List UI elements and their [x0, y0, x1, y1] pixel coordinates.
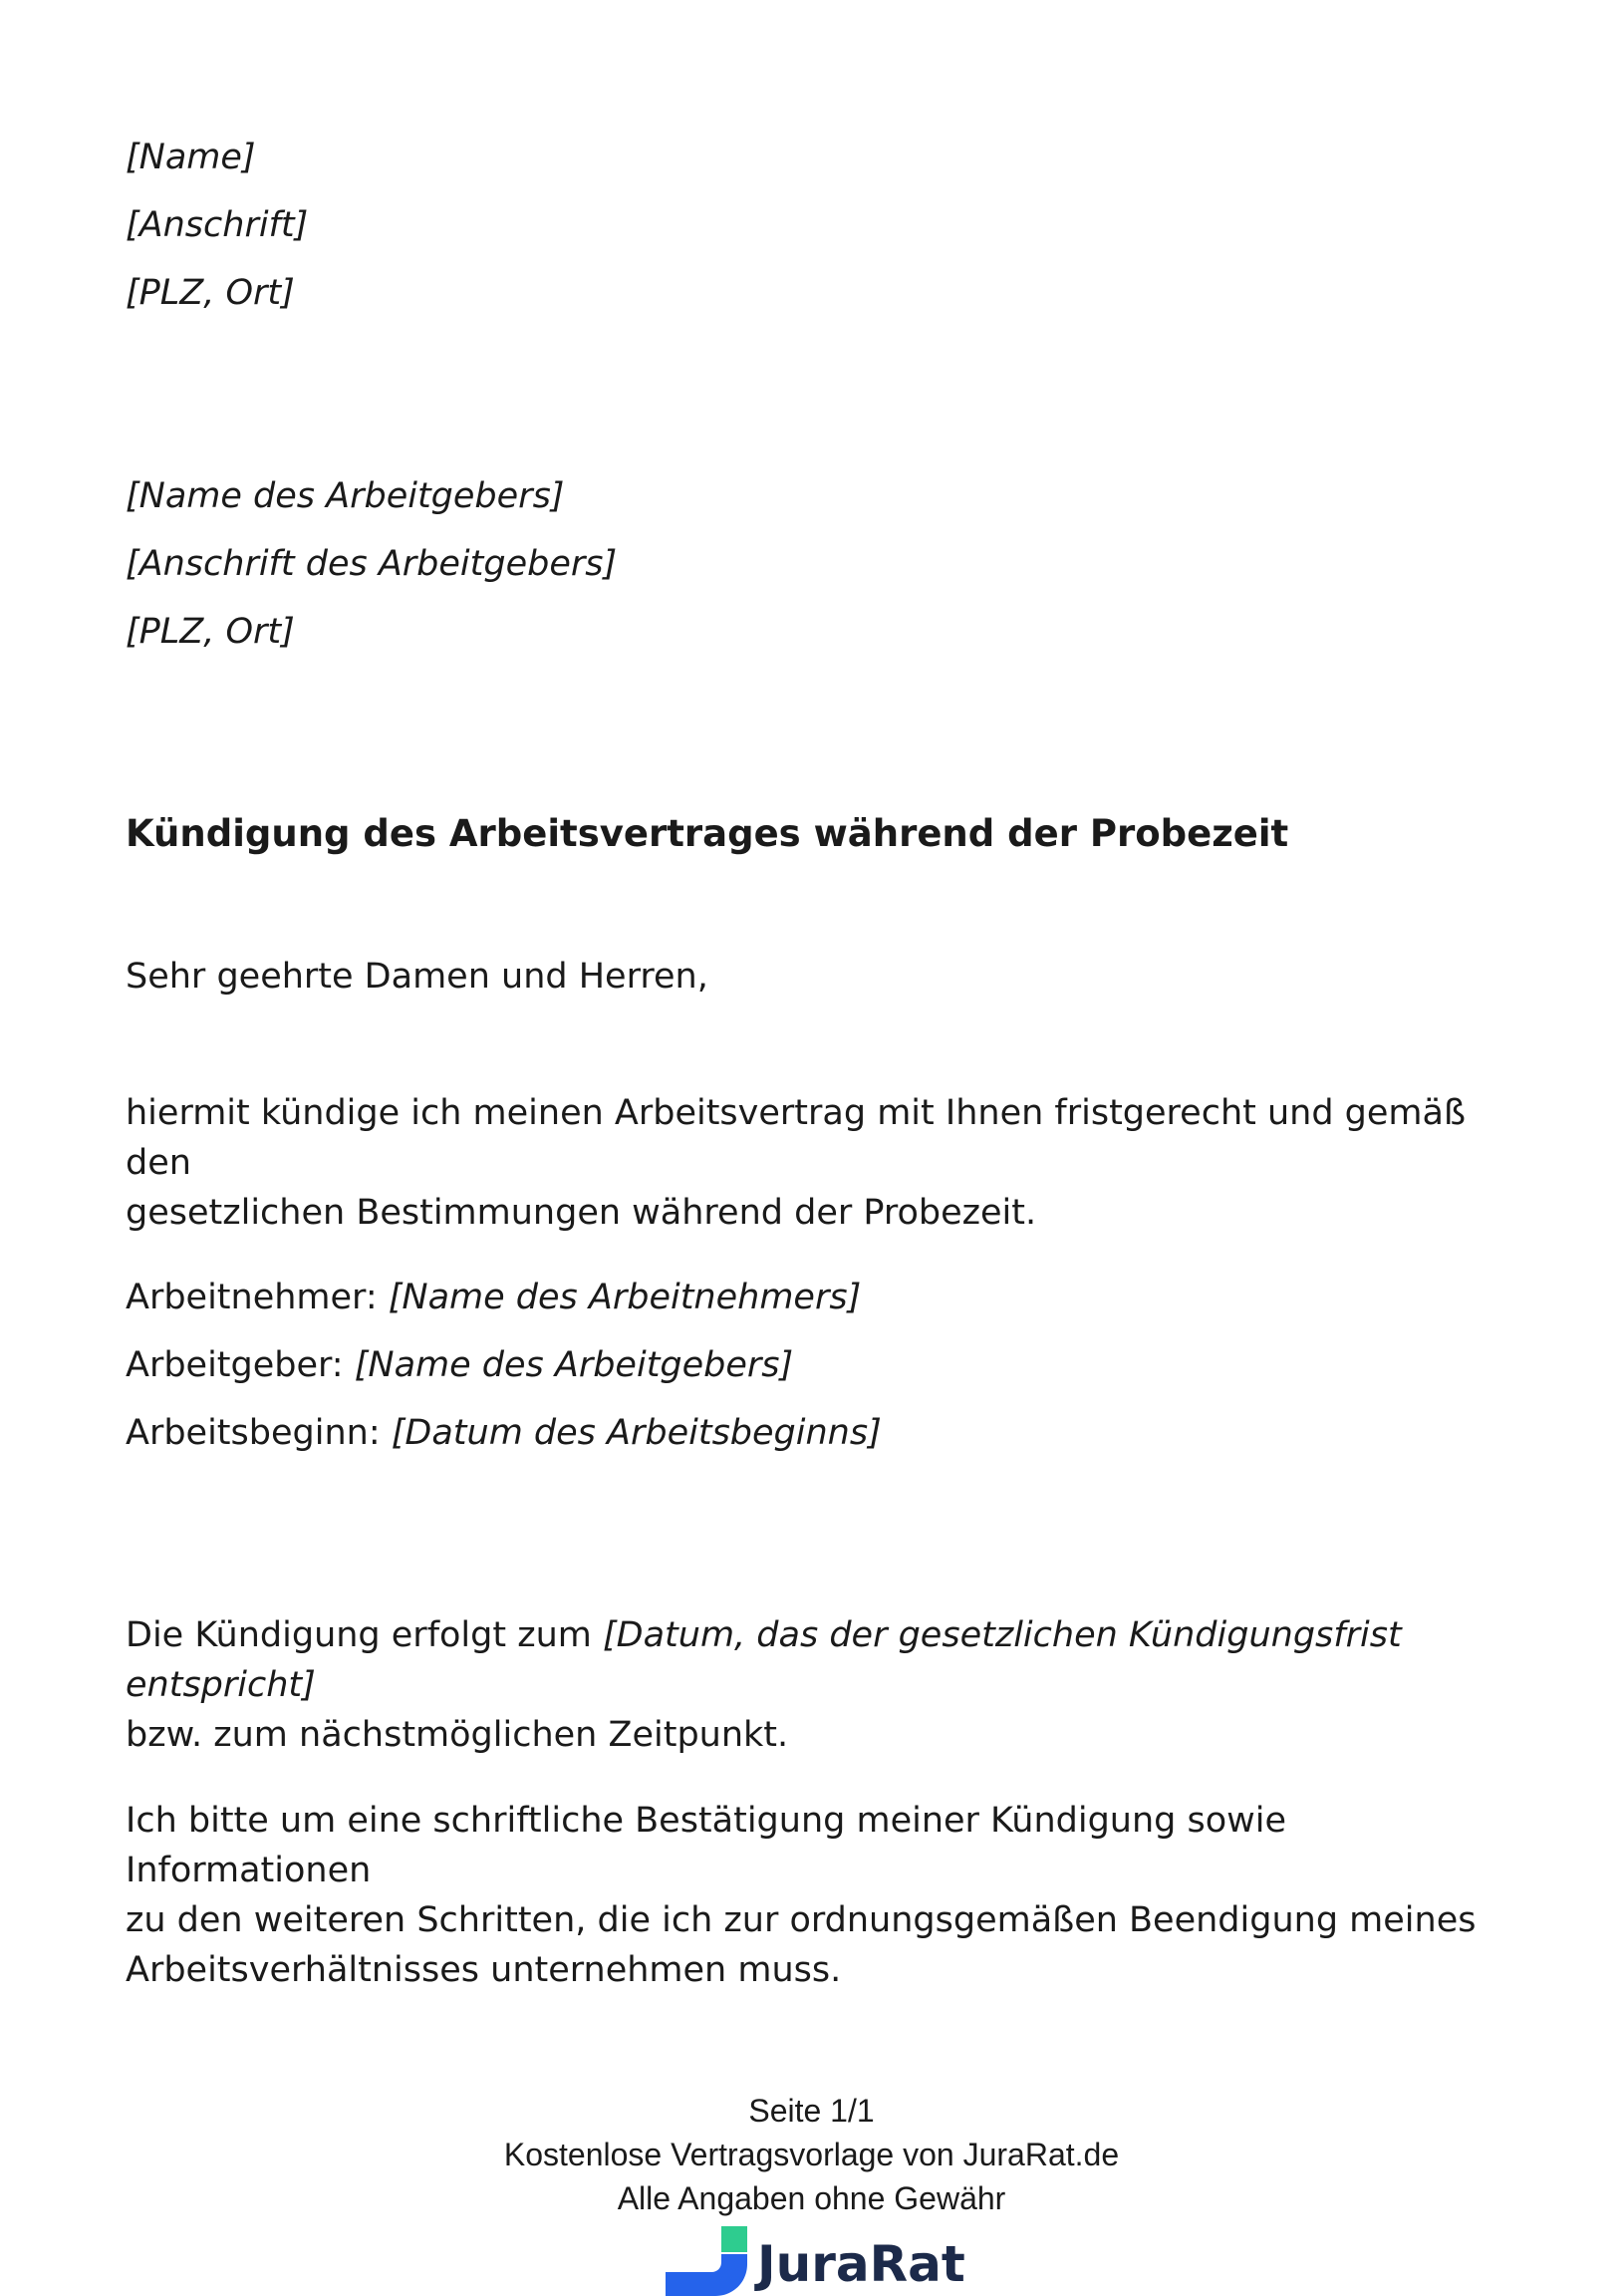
- sender-name: [Name]: [126, 138, 256, 177]
- page-number: Seite 1/1: [748, 2093, 875, 2129]
- jurarat-logo-icon: [660, 2220, 751, 2296]
- sender-address-block: [126, 124, 1510, 327]
- fact-value: [Datum des Arbeitsbeginns]: [391, 1413, 882, 1453]
- intro-paragraph: [126, 1088, 1520, 1238]
- intro-line: gesetzlichen Bestimmungen während der Probezeit.: [126, 1193, 1037, 1233]
- recipient-name: [Name des Arbeitgebers]: [126, 476, 565, 516]
- request-line: Arbeitsverhältnisses unternehmen muss.: [126, 1950, 842, 1990]
- contract-facts: [126, 1264, 1520, 1467]
- recipient-address: [Anschrift des Arbeitgebers]: [126, 544, 618, 584]
- fact-value: [Name des Arbeitgebers]: [354, 1345, 794, 1385]
- sender-address: [Anschrift]: [126, 205, 309, 245]
- jurarat-logo: [660, 2220, 978, 2296]
- fact-start-date: [126, 1399, 1520, 1467]
- fact-value: [Name des Arbeitnehmers]: [388, 1278, 862, 1317]
- footer-source: Kostenlose Vertragsvorlage von JuraRat.de: [503, 2137, 1120, 2172]
- intro-line: hiermit kündige ich meinen Arbeitsvertrag mit Ihnen fristgerecht und gemäß den: [126, 1093, 1467, 1183]
- letter-subject: Kündigung des Arbeitsvertrages während der Probezeit: [126, 812, 1289, 855]
- termination-line: [126, 1610, 1520, 1710]
- recipient-address-block: [126, 462, 1510, 666]
- termination-date-placeholder: [Datum, das der gesetzlichen Kündigungsfrist entspricht]: [126, 1615, 1402, 1705]
- logo-wordmark: JuraRat: [757, 2235, 965, 2293]
- fact-label: Arbeitnehmer:: [126, 1278, 389, 1317]
- termination-prefix: Die Kündigung erfolgt zum: [126, 1615, 603, 1655]
- termination-line: bzw. zum nächstmöglichen Zeitpunkt.: [126, 1715, 789, 1755]
- fact-label: Arbeitgeber:: [126, 1345, 355, 1385]
- request-line: zu den weiteren Schritten, die ich zur ordnungsgemäßen Beendigung meines: [126, 1900, 1477, 1940]
- fact-employee: [126, 1264, 1520, 1331]
- footer-disclaimer: Alle Angaben ohne Gewähr: [617, 2180, 1006, 2216]
- request-paragraph: [126, 1796, 1520, 1995]
- request-line: Ich bitte um eine schriftliche Bestätigung meiner Kündigung sowie Informationen: [126, 1801, 1287, 1890]
- sender-city: [PLZ, Ort]: [126, 273, 295, 313]
- page-footer: [0, 2089, 1623, 2220]
- greeting: Sehr geehrte Damen und Herren,: [126, 957, 708, 997]
- fact-employer: [126, 1331, 1520, 1399]
- recipient-city: [PLZ, Ort]: [126, 612, 295, 652]
- termination-paragraph: [126, 1610, 1520, 1760]
- fact-label: Arbeitsbeginn:: [126, 1413, 392, 1453]
